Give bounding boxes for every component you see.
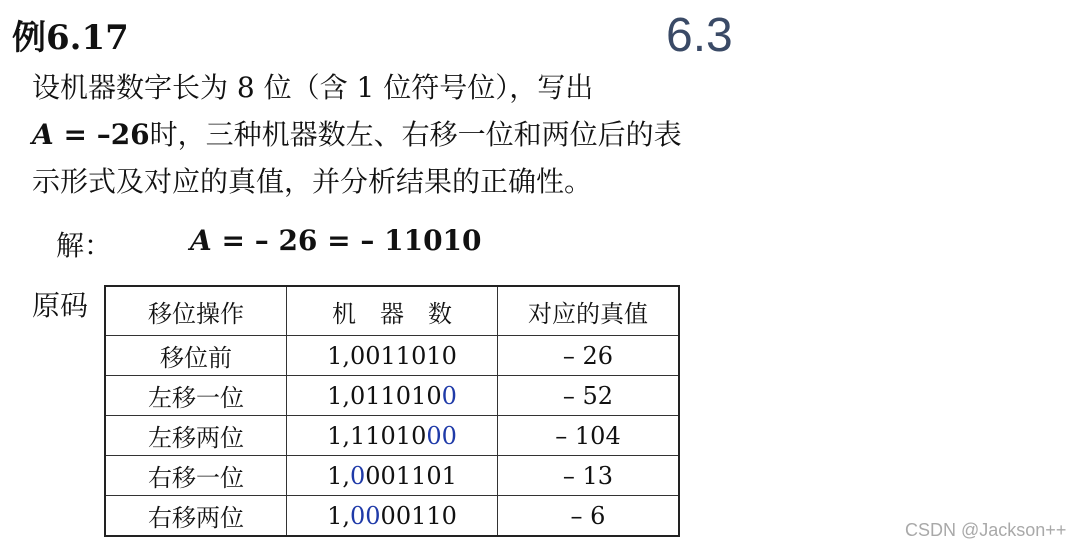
shift-op-cell: 移位前 [105, 336, 287, 376]
example-title: 例6.17 [12, 18, 129, 58]
header-true-value: 对应的真值 [498, 286, 680, 336]
table-header-row [105, 286, 679, 336]
code-added-bits: 00 [426, 421, 457, 450]
solution-variable: A [190, 224, 212, 257]
problem-line-2 [32, 111, 752, 158]
section-number: 6.3 [666, 9, 733, 62]
code-part: 00110 [380, 501, 457, 530]
machine-number-cell [287, 416, 498, 456]
table-row [105, 456, 679, 496]
code-added-bits: 00 [350, 501, 381, 530]
header-shift-op: 移位操作 [105, 286, 287, 336]
watermark: CSDN @Jackson++ [905, 520, 1067, 540]
shift-op-cell: 左移两位 [105, 416, 287, 456]
solution-value: = – 26 = – 11010 [211, 224, 482, 257]
code-added-bits: 0 [441, 381, 457, 410]
code-part: 1, [327, 501, 350, 530]
true-value-cell: – 26 [498, 336, 680, 376]
shift-op-cell: 左移一位 [105, 376, 287, 416]
solution-expression [190, 224, 482, 257]
shift-op-cell: 右移两位 [105, 496, 287, 537]
machine-number-cell [287, 496, 498, 537]
true-value-cell: – 52 [498, 376, 680, 416]
table-row [105, 336, 679, 376]
machine-number-cell [287, 456, 498, 496]
true-value-cell: – 104 [498, 416, 680, 456]
machine-number-cell [287, 336, 498, 376]
table-row [105, 376, 679, 416]
shift-table [104, 285, 680, 537]
code-part: 001101 [365, 461, 457, 490]
code-part: 1,0011010 [327, 341, 457, 370]
problem-statement [32, 64, 752, 205]
code-part: 1,11010 [327, 421, 427, 450]
code-type-label: 原码 [32, 289, 89, 322]
problem-variable: A [32, 118, 54, 151]
true-value-cell: – 13 [498, 456, 680, 496]
solution-label: 解： [56, 229, 113, 262]
machine-number-cell [287, 376, 498, 416]
code-part: 1, [327, 461, 350, 490]
shift-op-cell: 右移一位 [105, 456, 287, 496]
problem-value: = –26 [53, 118, 150, 151]
problem-line-2-text: 时，三种机器数左、右移一位和两位后的表 [149, 118, 682, 151]
table-row [105, 416, 679, 456]
code-part: 1,011010 [327, 381, 442, 410]
table-row [105, 496, 679, 537]
code-added-bits: 0 [350, 461, 366, 490]
problem-line-1: 设机器数字长为 8 位（含 1 位符号位），写出 [32, 71, 594, 104]
problem-line-3: 示形式及对应的真值，并分析结果的正确性。 [32, 165, 593, 198]
true-value-cell: – 6 [498, 496, 680, 537]
solution [56, 224, 482, 264]
header-machine-number: 机 器 数 [287, 286, 498, 336]
